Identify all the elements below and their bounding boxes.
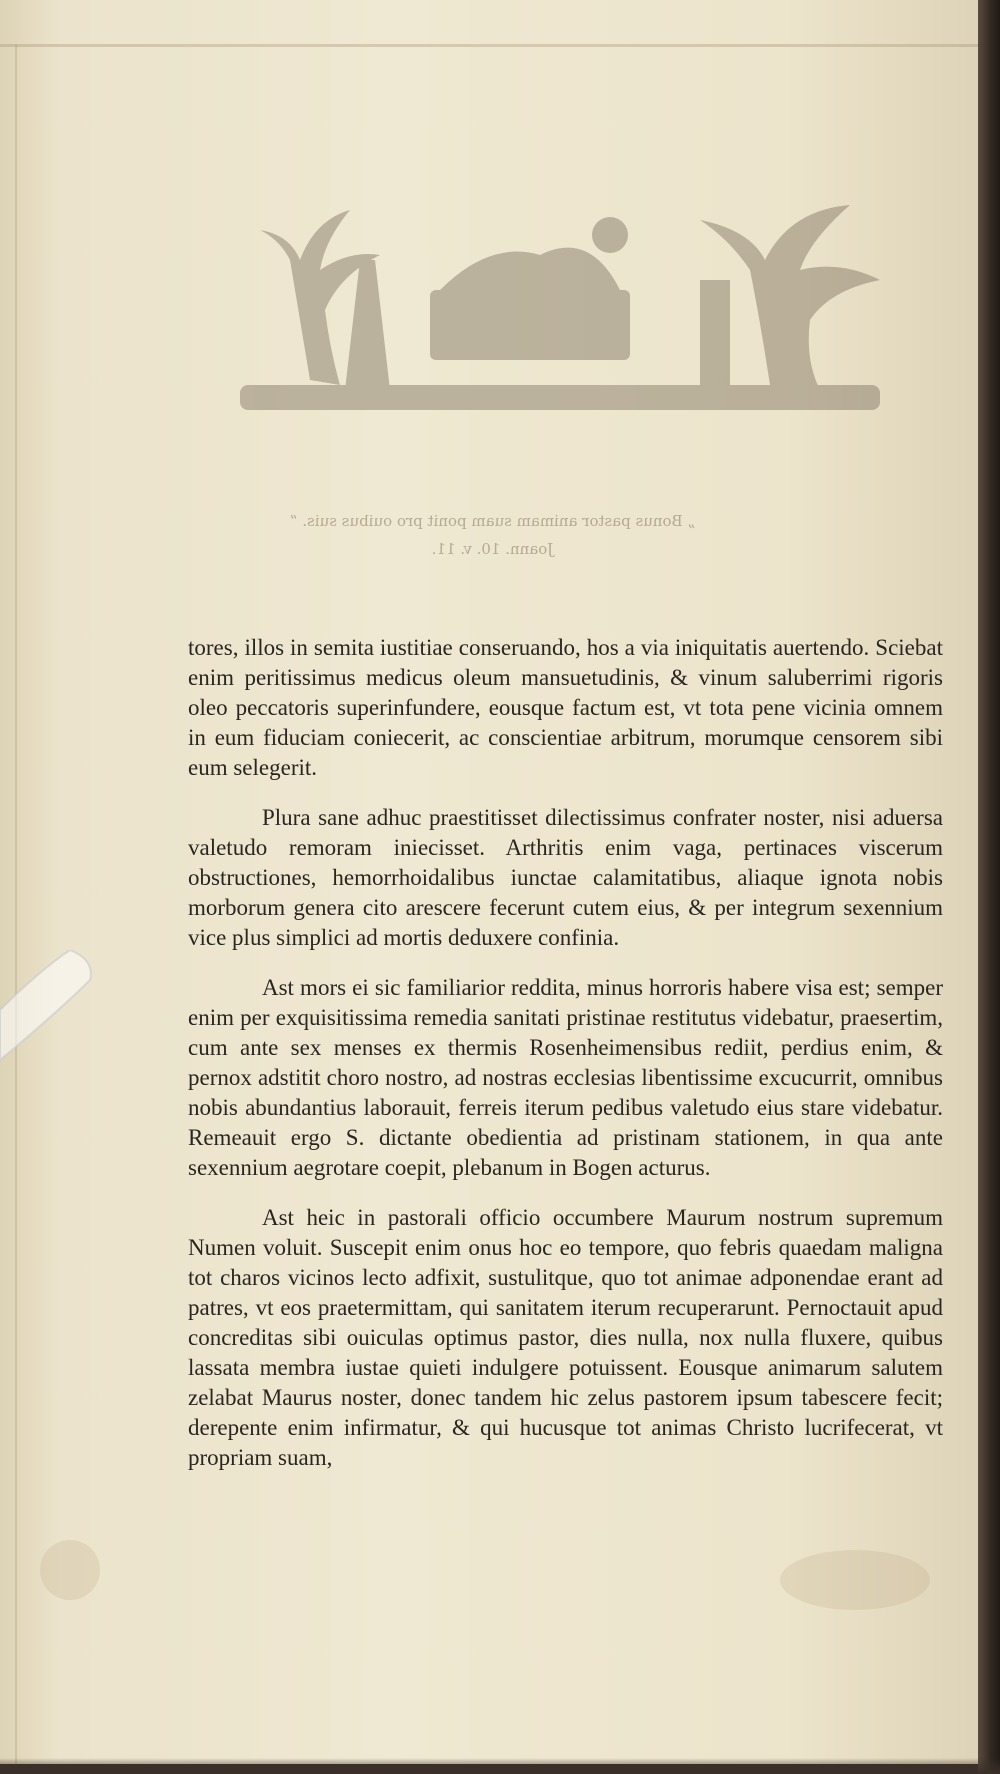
plastic-clip: [0, 950, 95, 1070]
fold-line-top: [0, 44, 985, 47]
funerary-vignette: [230, 200, 890, 420]
page-edge-shadow: [978, 0, 1000, 1774]
bottom-edge-shadow: [0, 1758, 1000, 1774]
paper-stain: [780, 1550, 930, 1610]
body-text: [188, 633, 943, 1493]
paragraph-1: tores, illos in semita iustitiae conseruando, hos a via iniquitatis auertendo. Sciebat enim peritissimus medicus oleum mansuetudinis, & vinum saluberrimi rigoris oleo peccatoris superinfundere, eousque factum est, vt tota pene vicinia omnem in eum fiduciam coniecerit, ac conscientiae arbitrum, morumque censorem sibi eum selegerit.: [188, 635, 943, 780]
paragraph-3: Ast mors ei sic familiarior reddita, minus horroris habere visa est; semper enim per exquisitissima remedia sanitati pristinae restitutus videbatur, praesertim, cum ante sex menses ex thermis Rosenheimensibus rediit, perdius enim, & pernox adstitit choro nostro, ad nostras ecclesias libentissime excucurrit, omnibus nobis abundantius laborauit, ferreis iterum pedibus valetudo eius stare videbatur. Remeauit ergo S. dictante obedientia ad pristinam stationem, in qua ante sexennium aegrotare coepit, plebanum in Bogen acturus.: [188, 975, 943, 1180]
fold-line-left: [15, 44, 17, 1764]
paragraph-2: Plura sane adhuc praestitisset dilectissimus confrater noster, nisi aduersa valetudo remoram iniecisset. Arthritis enim vaga, pertinaces viscerum obstructiones, hemorrhoidalibus iunctae calamitatibus, aliaque ignota nobis morborum genera cito arescere fecerunt cutem eius, & per integrum sexennium vice plus simplici ad mortis deduxere confinia.: [188, 805, 943, 950]
bleed-through-reference: Joann. 10. v. 11.: [431, 540, 554, 558]
paper-stain: [40, 1540, 100, 1600]
paragraph-4: Ast heic in pastorali officio occumbere Maurum nostrum supremum Numen voluit. Suscepit enim onus hoc eo tempore, quo febris quaedam maligna tot charos vicinos lecto adfixit, sustulitque, quo tot animae adponendae erant ad patres, vt eos praetermittam, qui sanitatem iterum recuperarunt. Pernoctauit apud concreditas sibi ouiculas optimus pastor, dies nulla, nox nulla fluxere, quibus lassata membra iustae quieti indulgere potuissent. Eousque animarum salutem zelabat Maurus noster, donec tandem hic zelus pastorem ipsum tabescere fecit; derepente enim infirmatur, & qui hucusque tot animas Christo lucrifecerat, vt propriam suam,: [188, 1205, 943, 1470]
bleed-through-quote: „ Bonus pastor animam suam ponit pro ouibus suis. “: [289, 512, 696, 530]
